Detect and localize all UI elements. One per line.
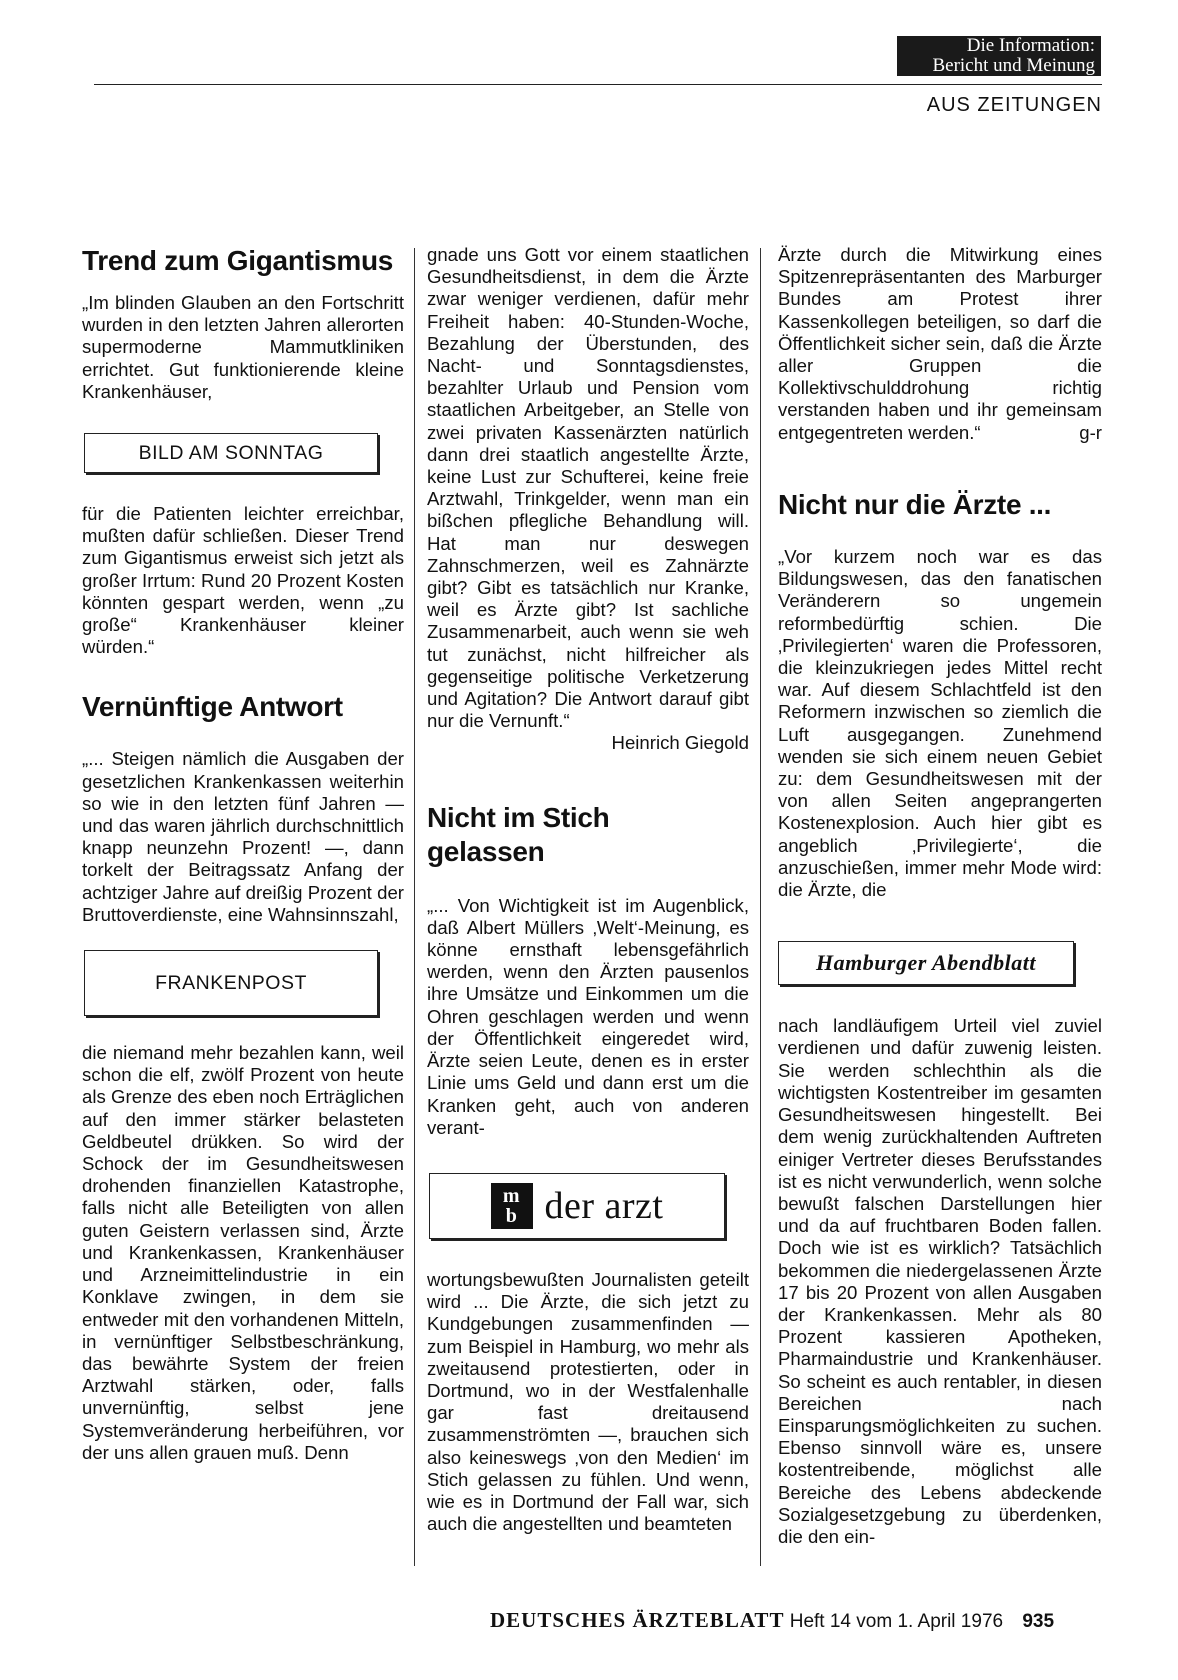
source-name: BILD AM SONNTAG xyxy=(138,441,324,464)
issue-info: Heft 14 vom 1. April 1976 xyxy=(789,1611,1004,1632)
headline-trend-zum-gigantismus: Trend zum Gigantismus xyxy=(82,245,394,276)
column-3 xyxy=(778,244,1102,1548)
source-name: der arzt xyxy=(544,1184,664,1227)
article-paragraph: „Vor kurzem noch war es das Bildungswesen, das den fanatischen Veränderern so ungemein reformbedürftig schien. Die ‚Privilegierten‘ waren die Professoren, die kleinzukriegen jedes Mittel recht war. Auf diesem Schlachtfeld ist den Reformern inzwischen so ziemlich die Luft ausgegangen. Zunehmend wenden sie sich einem neuen Gebiet zu: dem Gesundheitswesen mit der von allen Seiten angeprangerten Kostenexplosion. Auch hier gibt es angeblich ‚Privilegierte‘, die anzuschießen, immer mehr Mode wird: die Ärzte, die xyxy=(778,546,1102,901)
logo-letter-b: b xyxy=(505,1204,518,1227)
source-box-der-arzt xyxy=(429,1173,725,1239)
article-paragraph: Ärzte durch die Mitwirkung eines Spitzenrepräsentanten des Marburger Bundes am Protest ihrer Kassenkollegen beteiligen, so darf die Öffentlichkeit sicher sein, daß die Ärzte aller Gruppen die Kollektivschulddrohung richtig verstanden haben und ihr gemeinsam entgegentreten werden.“ xyxy=(778,244,1102,443)
source-box-hamburger-abendblatt xyxy=(778,941,1074,985)
headline-vernuenftige-antwort: Vernünftige Antwort xyxy=(82,691,343,723)
article-paragraph: die niemand mehr bezahlen kann, weil schon die elf, zwölf Prozent von heute als Grenze des eben noch Erträglichen auf den immer stärker belasteten Geldbeutel drükken. So wird der Schock der im Gesundheitswesen drohenden finanziellen Katastrophe, falls nicht alle Beteiligten von allen guten Geistern verlassen sind, Ärzte und Krankenkassen, Krankenhäuser und Arzneimittelindustrie in ein Konklave zwingen, in dem sie entweder mit den vorhandenen Mitteln, in vernünftiger Selbstbeschränkung, das bewährte System der freien Arztwahl stärken, oder, falls unvernünftig, selbst jene Systemveränderung herbeiführen, vor der uns allen grauen muß. Denn xyxy=(82,1042,404,1463)
article-paragraph: nach landläufigem Urteil viel zuviel verdienen und dafür zuwenig leisten. Sie werden schlechthin als die wichtigsten Kostentreiber im gesamten Gesundheitswesen hingestellt. Bei dem wenig zurückhaltenden Auftreten einiger Vertreter dieses Berufsstandes ist es nicht verwunderlich, wenn solche bewußt falschen Darstellungen hier und da auf fruchtbaren Boden fallen. Doch wie ist es wirklich? Tatsächlich bekommen die niedergelassenen Ärzte 17 bis 20 Prozent von allen Ausgaben der Krankenkassen. Mehr als 80 Prozent kassieren Apotheken, Pharmaindustrie und Krankenhäuser. So scheint es auch rentabler, in diesen Bereichen nach Einsparungsmöglichkeiten zu suchen. Ebenso sinnvoll wäre es, unsere kostentreibende, möglichst alle Bereiche des Lebens abdeckende Sozialgesetzgebung zu überdenken, die den ein- xyxy=(778,1015,1102,1547)
column-divider-1 xyxy=(414,248,415,1566)
rubric-line-2: Bericht und Meinung xyxy=(932,55,1095,76)
headline-nicht-nur-die-aerzte: Nicht nur die Ärzte ... xyxy=(778,489,1052,521)
column-2 xyxy=(427,244,749,1535)
article-paragraph: gnade uns Gott vor einem staatlichen Gesundheitsdienst, in dem die Ärzte zwar weniger verdienen, dafür mehr Freiheit haben: 40-Stunden-Woche, Bezahlung der Überstunden, des Nacht- und Sonntagsdienstes, bezahlter Urlaub und Pension vom staatlichen Arbeitgeber, an Stelle von zwei privaten Kassenärzten natürlich dann drei staatlich angestellte Ärzte, keine Lust zur Schufterei, keine freie Arztwahl, Trinkgelder, wenn man ein bißchen pflegliche Behandlung will. Hat man nur deswegen Zahnschmerzen, weil es Zahnärzte gibt? Gibt es tatsächlich nur Kranke, weil es Ärzte gibt? Ist sachliche Zusammenarbeit, auch wenn sie weh tut zunächst, nicht hilfreicher als gegenseitige politische Verketzerung und Agitation? Die Antwort darauf gibt nur die Vernunft.“ xyxy=(427,244,749,732)
page-number: 935 xyxy=(1022,1611,1055,1632)
headline-nicht-im-stich-gelassen xyxy=(427,801,749,869)
source-name: Hamburger Abendblatt xyxy=(815,950,1037,976)
author-signature: g-r xyxy=(1079,421,1102,443)
section-label: AUS ZEITUNGEN xyxy=(926,94,1102,116)
article-paragraph: wortungsbewußten Journalisten geteilt wird ... Die Ärzte, die sich jetzt zu Kundgebungen zusammenfinden — zum Beispiel in Hamburg, wo mehr als zweitausend protestierten, oder in Dortmund, wo in der Westfalenhalle gar fast dreitausend zusammenströmten —, brauchen sich also keineswegs ‚von den Medien‘ im Stich gelassen zu fühlen. Und wenn, wie es in Dortmund der Fall war, sich auch die angestellten und beamteten xyxy=(427,1268,749,1535)
page-footer xyxy=(490,1608,1054,1633)
author-signature: Heinrich Giegold xyxy=(611,732,749,754)
logo-letter-m: m xyxy=(502,1184,521,1207)
headline-line: Nicht im Stich xyxy=(427,801,610,833)
header-rule xyxy=(94,84,1102,85)
column-divider-2 xyxy=(760,248,761,1566)
mb-logo-icon xyxy=(491,1183,533,1229)
article-paragraph: „... Von Wichtigkeit ist im Augenblick, daß Albert Müllers ‚Welt‘-Meinung, es könne ernsthaft lebensgefährlich werden, wenn den Ärzten pausenlos ihre Umsätze und Einkommen um die Ohren geschlagen werden und wenn der Öffentlichkeit eingeredet wird, Ärzte seien Leute, denen es in erster Linie ums Geld und dann erst um die Kranken geht, auch von anderen verant- xyxy=(427,894,749,1138)
rubric-line-1: Die Information: xyxy=(966,35,1095,56)
article-paragraph: für die Patienten leichter erreichbar, mußten dafür schließen. Dieser Trend zum Gigantismus erweist sich jetzt als großer Irrtum: Rund 20 Prozent Kosten könnten gespart werden, wenn „zu große“ Krankenhäuser kleiner würden.“ xyxy=(82,503,404,658)
journal-title: DEUTSCHES ÄRZTEBLATT xyxy=(490,1608,785,1632)
source-box-bild-am-sonntag xyxy=(84,433,378,473)
article-paragraph: „Im blinden Glauben an den Fortschritt wurden in den letzten Jahren allerorten supermoderne Mammutkliniken errichtet. Gut funktionierende kleine Krankenhäuser, xyxy=(82,292,404,402)
source-name: FRANKENPOST xyxy=(155,971,307,994)
rubric-box xyxy=(897,36,1101,76)
column-1 xyxy=(82,244,404,1464)
headline-line: gelassen xyxy=(427,835,545,867)
source-box-frankenpost xyxy=(84,950,378,1016)
article-paragraph: „... Steigen nämlich die Ausgaben der gesetzlichen Krankenkassen weiterhin so wie in den letzten fünf Jahren — und das waren jährlich durchschnittlich knapp neunzehn Prozent! —, dann torkelt der Beitragssatz Anfang der achtziger Jahre auf dreißig Prozent der Bruttoverdienste, eine Wahnsinnszahl, xyxy=(82,748,404,925)
